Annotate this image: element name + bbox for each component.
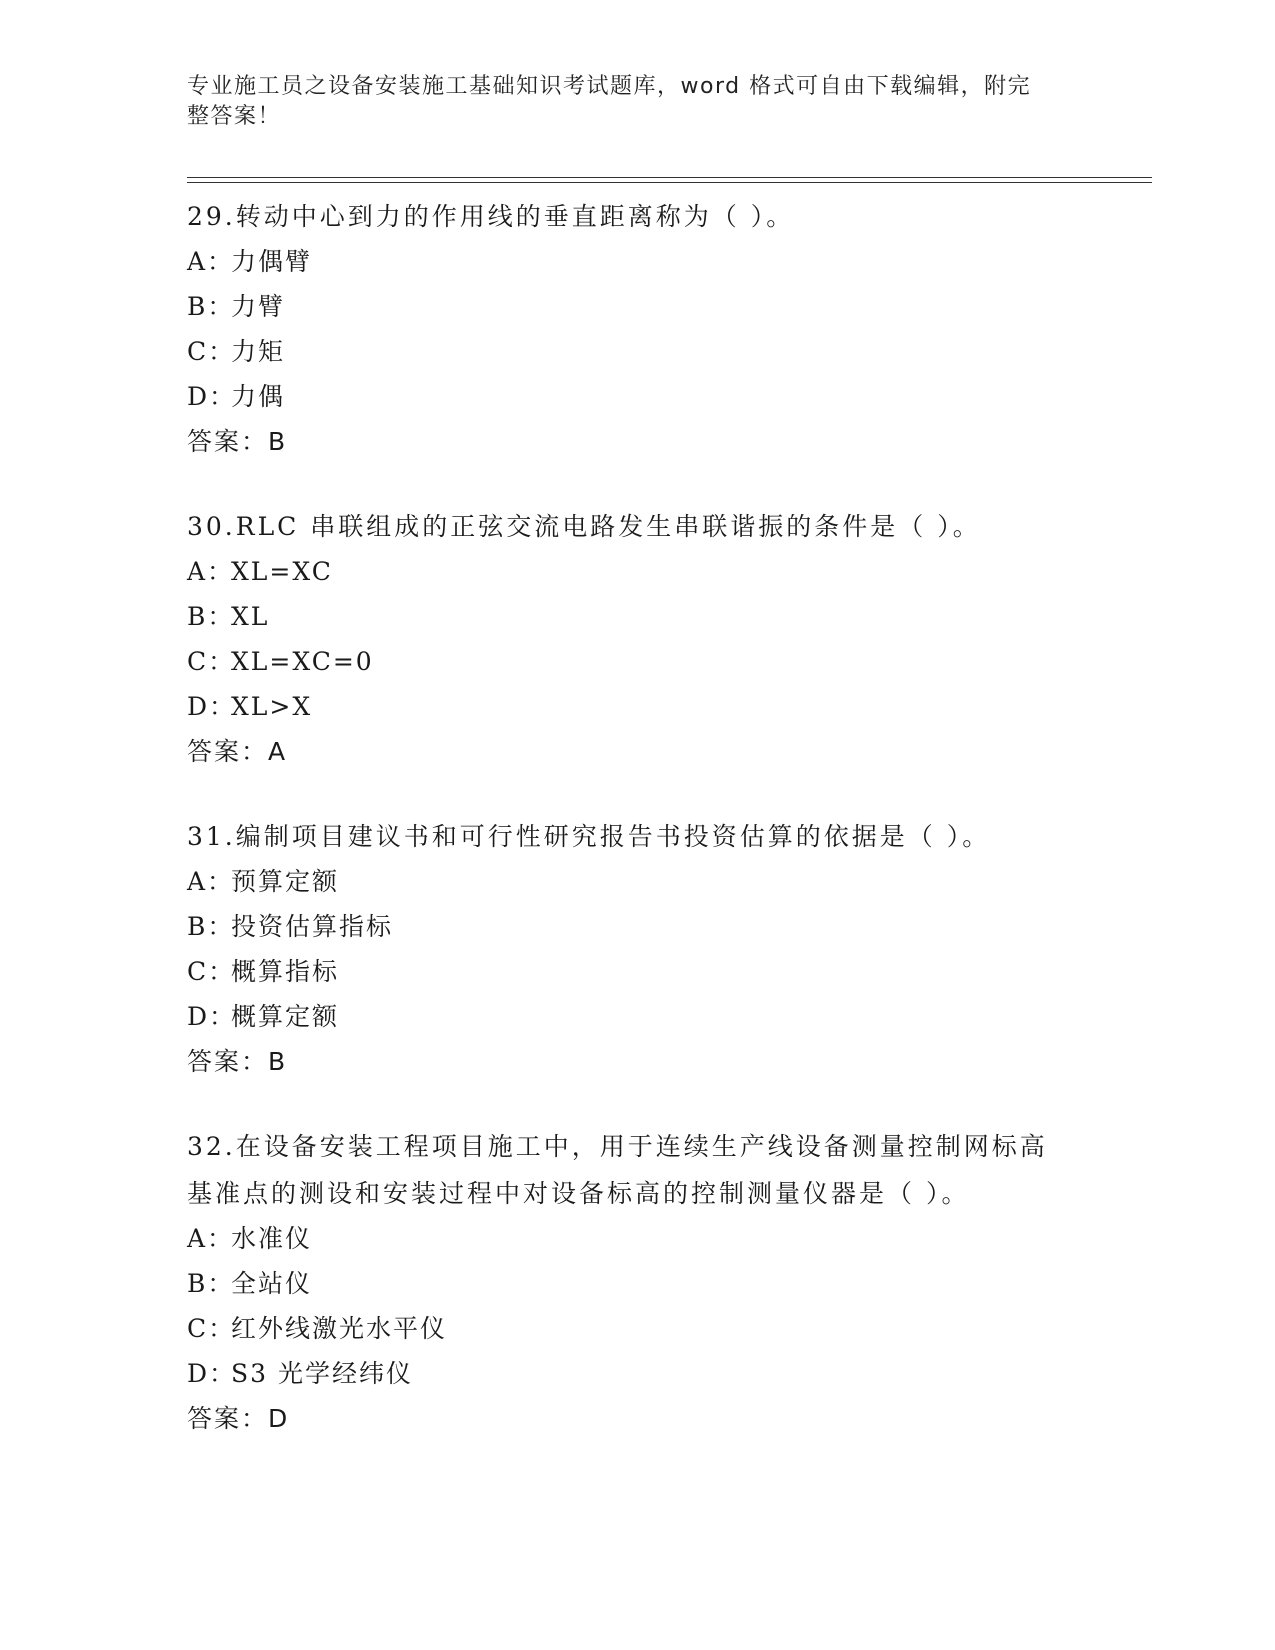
option-text: 全站仪: [231, 1269, 313, 1298]
document-header: [187, 72, 1067, 132]
option-c: [187, 639, 1087, 684]
question-31: [187, 812, 1087, 1084]
option-key: B：: [187, 292, 235, 321]
option-text: 红外线激光水平仪: [231, 1314, 448, 1343]
option-key: A：: [187, 247, 235, 276]
header-line-1: 专业施工员之设备安装施工基础知识考试题库，word 格式可自由下载编辑，附完: [187, 74, 1032, 99]
option-text: S3 光学经纬仪: [231, 1359, 413, 1388]
option-text: XL=XC=0: [231, 647, 374, 676]
header-divider-top: [187, 177, 1152, 178]
option-text: 投资估算指标: [231, 912, 394, 941]
option-key: B：: [187, 912, 235, 941]
question-32: [187, 1122, 1087, 1441]
option-key: D：: [187, 382, 237, 411]
option-d: [187, 1351, 1087, 1396]
header-line-2: 整答案！: [187, 104, 282, 129]
option-b: [187, 904, 1087, 949]
option-text: 力臂: [231, 292, 286, 321]
option-key: C：: [187, 337, 236, 366]
question-text: 29.转动中心到力的作用线的垂直距离称为（ ）。: [187, 202, 795, 231]
option-c: [187, 1306, 1087, 1351]
option-a: [187, 859, 1087, 904]
option-text: XL=XC: [231, 557, 333, 586]
option-text: 力偶: [231, 382, 286, 411]
option-key: B：: [187, 602, 235, 631]
option-text: 概算定额: [231, 1002, 340, 1031]
question-text: 32.在设备安装工程项目施工中，用于连续生产线设备测量控制网标高: [187, 1132, 1048, 1161]
option-d: [187, 374, 1087, 419]
option-a: [187, 239, 1087, 284]
option-a: [187, 549, 1087, 594]
option-text: XL: [231, 602, 270, 631]
question-30: [187, 502, 1087, 774]
option-text: 力矩: [231, 337, 286, 366]
answer: 答案：D: [187, 1404, 290, 1433]
answer: 答案：B: [187, 427, 288, 456]
option-text: 水准仪: [231, 1224, 313, 1253]
header-divider-bottom: [187, 182, 1152, 183]
option-key: A：: [187, 1224, 235, 1253]
option-key: C：: [187, 957, 236, 986]
option-key: B：: [187, 1269, 235, 1298]
option-key: D：: [187, 1359, 237, 1388]
question-29: [187, 192, 1087, 464]
question-list: [187, 192, 1087, 1479]
option-c: [187, 949, 1087, 994]
option-b: [187, 1261, 1087, 1306]
question-text-continued: 基准点的测设和安装过程中对设备标高的控制测量仪器是（ ）。: [187, 1179, 970, 1208]
answer: 答案：A: [187, 737, 288, 766]
option-b: [187, 594, 1087, 639]
option-text: XL>X: [231, 692, 313, 721]
option-text: 力偶臂: [231, 247, 313, 276]
option-key: C：: [187, 647, 236, 676]
option-b: [187, 284, 1087, 329]
question-text: 30.RLC 串联组成的正弦交流电路发生串联谐振的条件是（ ）。: [187, 512, 981, 541]
option-d: [187, 684, 1087, 729]
option-d: [187, 994, 1087, 1039]
option-key: A：: [187, 867, 235, 896]
option-key: D：: [187, 1002, 237, 1031]
option-key: C：: [187, 1314, 236, 1343]
option-text: 概算指标: [231, 957, 340, 986]
option-key: D：: [187, 692, 237, 721]
option-c: [187, 329, 1087, 374]
option-key: A：: [187, 557, 235, 586]
option-a: [187, 1216, 1087, 1261]
answer: 答案：B: [187, 1047, 288, 1076]
option-text: 预算定额: [231, 867, 340, 896]
question-text: 31.编制项目建议书和可行性研究报告书投资估算的依据是（ ）。: [187, 822, 991, 851]
